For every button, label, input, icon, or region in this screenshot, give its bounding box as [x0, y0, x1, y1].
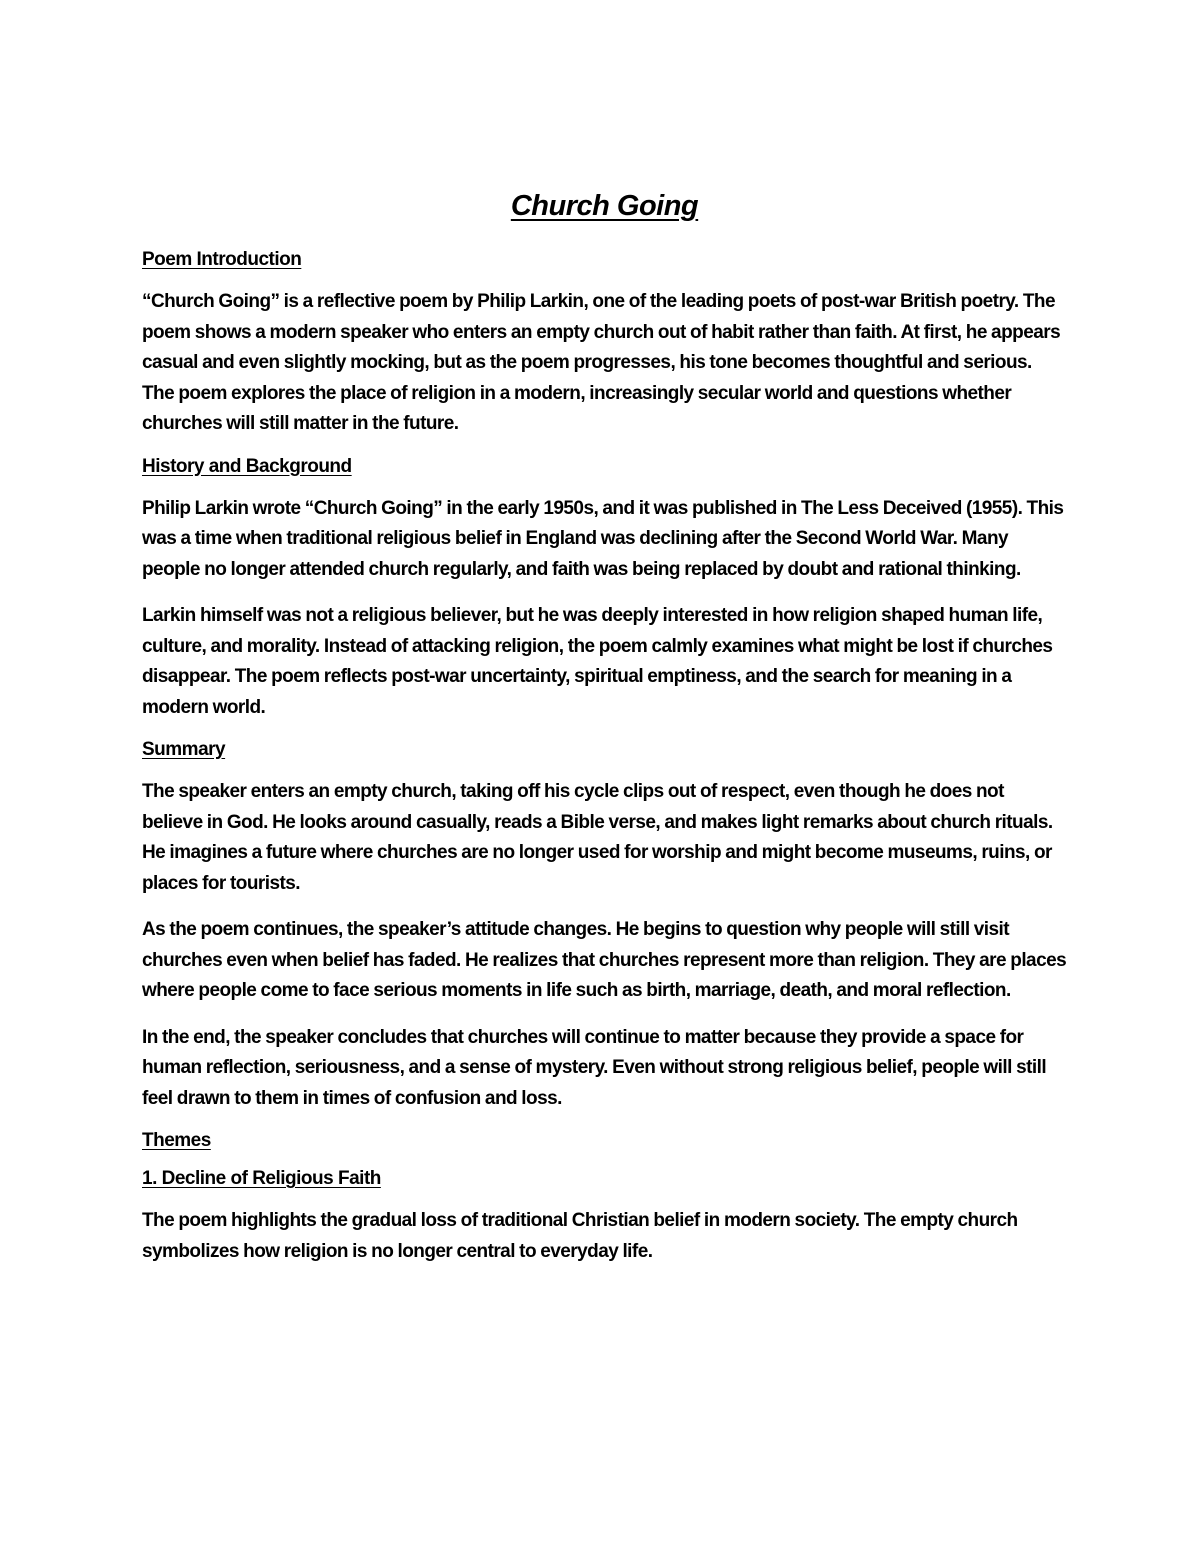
- history-paragraph-2: Larkin himself was not a religious believer, but he was deeply interested in how religion shaped human life, culture, and morality. Instead of attacking religion, the poem calmly examines what might be lost if churches disappear. The poem reflects post-war uncertainty, spiritual emptiness, and the search for meaning in a modern world.: [142, 605, 1053, 718]
- theme-1-paragraph: The poem highlights the gradual loss of traditional Christian belief in modern society. The empty church symbolizes how religion is no longer central to everyday life.: [142, 1210, 1018, 1262]
- document-page: [142, 190, 1067, 1282]
- heading-summary: Summary: [142, 739, 226, 760]
- summary-paragraph-3: In the end, the speaker concludes that churches will continue to matter because they provide a space for human reflection, seriousness, and a sense of mystery. Even without strong religious belief, people will still feel drawn to them in times of confusion and loss.: [142, 1026, 1047, 1109]
- summary-paragraph-2: As the poem continues, the speaker’s attitude changes. He begins to question why people will still visit churches even when belief has faded. He realizes that churches represent more than religion. They are places where people come to face serious moments in life such as birth, marriage, death, and moral reflection.: [142, 919, 1067, 1001]
- heading-history-background: History and Background: [142, 455, 352, 477]
- heading-poem-introduction: Poem Introduction: [142, 249, 302, 270]
- heading-theme-decline-of-faith: 1. Decline of Religious Faith: [142, 1168, 381, 1189]
- history-paragraph-1: Philip Larkin wrote “Church Going” in the early 1950s, and it was published in The Less Deceived (1955). This was a time when traditional religious belief in England was declining after the Second World War. Many people no longer attended church regularly, and faith was being replaced by doubt and rational thinking.: [142, 497, 1064, 580]
- heading-themes: Themes: [142, 1130, 211, 1151]
- document-title: Church Going: [510, 190, 699, 222]
- summary-paragraph-1: The speaker enters an empty church, taking off his cycle clips out of respect, even though he does not believe in God. He looks around casually, reads a Bible verse, and makes light remarks about church rituals. He imagines a future where churches are no longer used for worship and might become museums, ruins, or places for tourists.: [142, 781, 1053, 894]
- intro-paragraph: “Church Going” is a reflective poem by Philip Larkin, one of the leading poets of post-war British poetry. The poem shows a modern speaker who enters an empty church out of habit rather than faith. At first, he appears casual and even slightly mocking, but as the poem progresses, his tone becomes thoughtful and serious. The poem explores the place of religion in a modern, increasingly secular world and questions whether churches will still matter in the future.: [142, 291, 1061, 434]
